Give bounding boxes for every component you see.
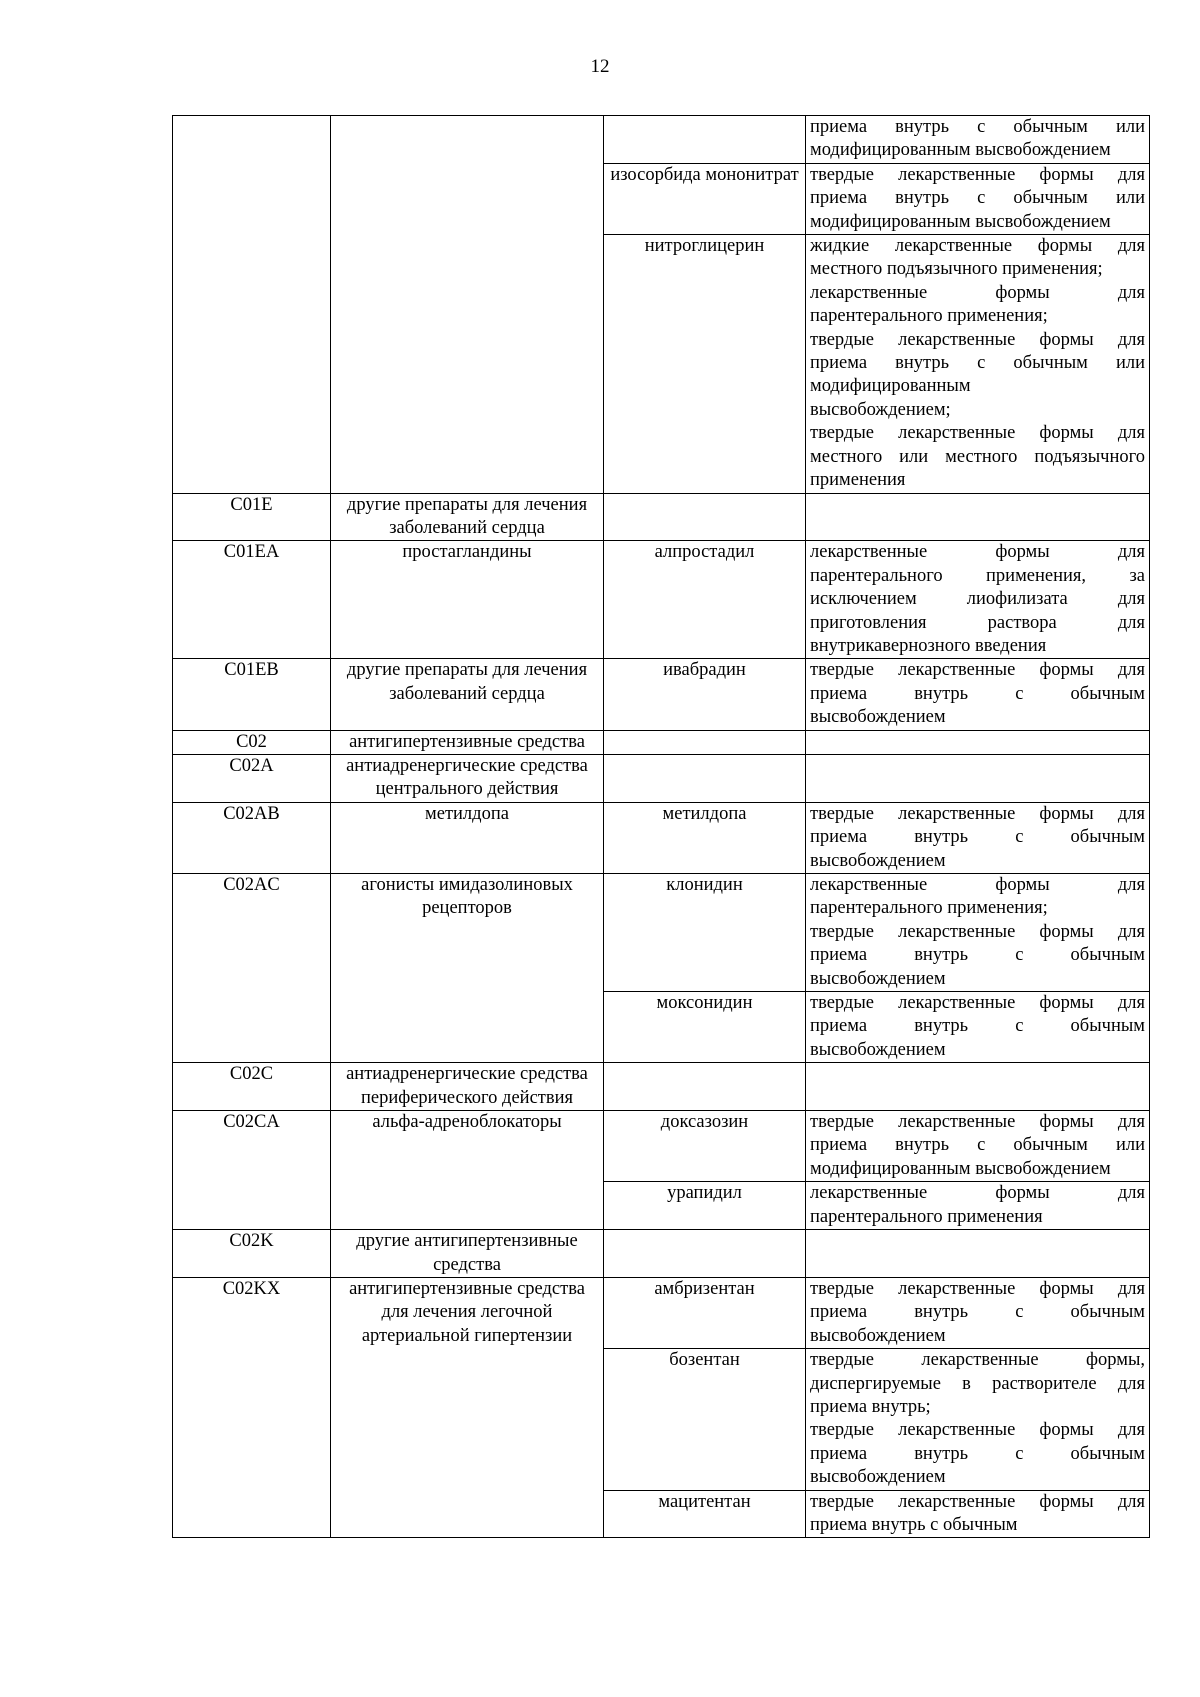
dosage-forms-cell [806,802,1150,873]
dosage-form-line: приготовления раствора для [810,612,1145,633]
dosage-forms-cell [806,1230,1150,1278]
dosage-forms-cell [806,116,1150,164]
drug-cell [604,730,806,754]
dosage-form-line: твердые лекарственные формы для [810,660,1145,681]
table-row [173,754,1150,802]
dosage-forms-cell [806,1111,1150,1182]
dosage-form-line: модифицированным высвобождением [810,211,1111,232]
dosage-forms-cell [806,992,1150,1063]
table-row [173,1230,1150,1278]
atc-code-cell: C01EB [173,659,331,730]
dosage-form-line: приема внутрь с обычным [810,1016,1145,1037]
drug-cell: амбризентан [604,1277,806,1348]
dosage-form-line: твердые лекарственные формы для [810,1278,1145,1299]
dosage-forms-cell [806,1063,1150,1111]
dosage-form-line: приема внутрь с обычным [810,1302,1145,1323]
group-cell: другие препараты для лечения заболеваний сердца [331,659,604,730]
drug-cell: мацитентан [604,1490,806,1538]
dosage-form-line: парентерального применения; [810,306,1048,327]
dosage-form-line: твердые лекарственные формы для [810,329,1145,350]
dosage-form-line: лекарственные формы для [810,1183,1145,1204]
dosage-forms-cell [806,493,1150,541]
dosage-form-line: лекарственные формы для [810,875,1145,895]
dosage-forms-cell [806,1182,1150,1230]
dosage-form-line: лекарственные формы для [810,282,1145,303]
group-cell: антиадренергические средства периферического действия [331,1063,604,1111]
drug-cell [604,493,806,541]
drug-cell: изосорбида мононитрат [604,163,806,234]
dosage-form-line: твердые лекарственные формы для [810,164,1145,185]
dosage-form-line: модифицированным высвобождением [810,1158,1111,1179]
dosage-form-line: жидкие лекарственные формы для [810,236,1145,257]
dosage-form-line: парентерального применения, за [810,565,1145,586]
dosage-form-line: приема внутрь с обычным или [810,117,1145,137]
drug-cell: нитроглицерин [604,235,806,493]
dosage-form-line: приема внутрь с обычным или [810,188,1145,209]
dosage-forms-cell [806,874,1150,992]
dosage-form-line: приема внутрь с обычным [810,945,1145,966]
dosage-form-line: парентерального применения [810,1206,1043,1227]
dosage-form-line: высвобождением [810,707,946,728]
dosage-form-line: высвобождением; [810,399,951,420]
table-row [173,1063,1150,1111]
drug-cell: алпростадил [604,541,806,659]
group-cell: другие препараты для лечения заболеваний сердца [331,493,604,541]
dosage-form-line: приема внутрь с обычным [810,1443,1145,1464]
dosage-forms-cell [806,659,1150,730]
drug-cell: урапидил [604,1182,806,1230]
atc-code-cell: C02CA [173,1111,331,1230]
group-cell: антиадренергические средства центрального действия [331,754,604,802]
drug-cell: ивабрадин [604,659,806,730]
dosage-form-line: твердые лекарственные формы для [810,1112,1145,1133]
drug-cell [604,1063,806,1111]
table-row [173,730,1150,754]
atc-code-cell: C02AB [173,802,331,873]
drug-cell: метилдопа [604,802,806,873]
dosage-form-line: приема внутрь с обычным или [810,1135,1145,1156]
dosage-form-line: модифицированным [810,376,971,397]
dosage-form-line: твердые лекарственные формы для [810,1420,1145,1441]
atc-code-cell: C02AC [173,874,331,1063]
dosage-forms-cell [806,1490,1150,1538]
dosage-forms-cell [806,235,1150,493]
group-cell: антигипертензивные средства [331,730,604,754]
table-row [173,1111,1150,1182]
dosage-form-line: твердые лекарственные формы для [810,1491,1145,1512]
dosage-forms-cell [806,1277,1150,1348]
dosage-forms-cell [806,730,1150,754]
dosage-form-line: твердые лекарственные формы для [810,921,1145,942]
dosage-form-line: лекарственные формы для [810,542,1145,563]
dosage-form-line: высвобождением [810,968,946,989]
table-row [173,802,1150,873]
dosage-form-line: приема внутрь; [810,1396,931,1417]
dosage-form-line: модифицированным высвобождением [810,140,1111,161]
dosage-forms-cell [806,754,1150,802]
drug-cell [604,754,806,802]
atc-code-cell [173,116,331,494]
table-row [173,1277,1150,1348]
atc-code-cell: C02KX [173,1277,331,1537]
drug-cell [604,116,806,164]
dosage-form-line: исключением лиофилизата для [810,589,1145,610]
group-cell [331,116,604,494]
dosage-form-line: местного или местного подъязычного [810,446,1145,467]
table-row [173,493,1150,541]
dosage-form-line: твердые лекарственные формы, [810,1350,1145,1371]
dosage-form-line: приема внутрь с обычным [810,683,1145,704]
atc-code-cell: C02C [173,1063,331,1111]
group-cell: другие антигипертензивные средства [331,1230,604,1278]
dosage-form-line: применения [810,470,906,491]
dosage-form-line: приема внутрь с обычным [810,827,1145,848]
dosage-form-line: твердые лекарственные формы для [810,803,1145,824]
dosage-form-line: высвобождением [810,1467,946,1488]
group-cell: альфа-адреноблокаторы [331,1111,604,1230]
medication-table [172,115,1150,1538]
dosage-form-line: высвобождением [810,1039,946,1060]
atc-code-cell: C01EA [173,541,331,659]
dosage-form-line: твердые лекарственные формы для [810,423,1145,444]
atc-code-cell: C02 [173,730,331,754]
table-row [173,541,1150,659]
page-number: 12 [590,56,610,77]
drug-cell [604,1230,806,1278]
dosage-form-line: приема внутрь с обычным или [810,353,1145,374]
atc-code-cell: C02K [173,1230,331,1278]
drug-cell: доксазозин [604,1111,806,1182]
table-row [173,659,1150,730]
dosage-form-line: высвобождением [810,850,946,871]
atc-code-cell: C01E [173,493,331,541]
dosage-forms-cell [806,541,1150,659]
group-cell: антигипертензивные средства для лечения легочной артериальной гипертензии [331,1277,604,1537]
dosage-form-line: высвобождением [810,1325,946,1346]
drug-cell: клонидин [604,874,806,992]
drug-cell: моксонидин [604,992,806,1063]
group-cell: агонисты имидазолиновых рецепторов [331,874,604,1063]
table-row [173,116,1150,164]
atc-code-cell: C02A [173,754,331,802]
drug-cell: бозентан [604,1349,806,1490]
group-cell: простагландины [331,541,604,659]
dosage-form-line: парентерального применения; [810,898,1048,919]
dosage-form-line: приема внутрь с обычным [810,1514,1018,1535]
dosage-form-line: местного подъязычного применения; [810,259,1103,280]
group-cell: метилдопа [331,802,604,873]
dosage-forms-cell [806,163,1150,234]
table-row [173,874,1150,992]
dosage-form-line: диспергируемые в растворителе для [810,1373,1145,1394]
dosage-form-line: внутрикавернозного введения [810,635,1047,656]
dosage-forms-cell [806,1349,1150,1490]
dosage-form-line: твердые лекарственные формы для [810,993,1145,1014]
